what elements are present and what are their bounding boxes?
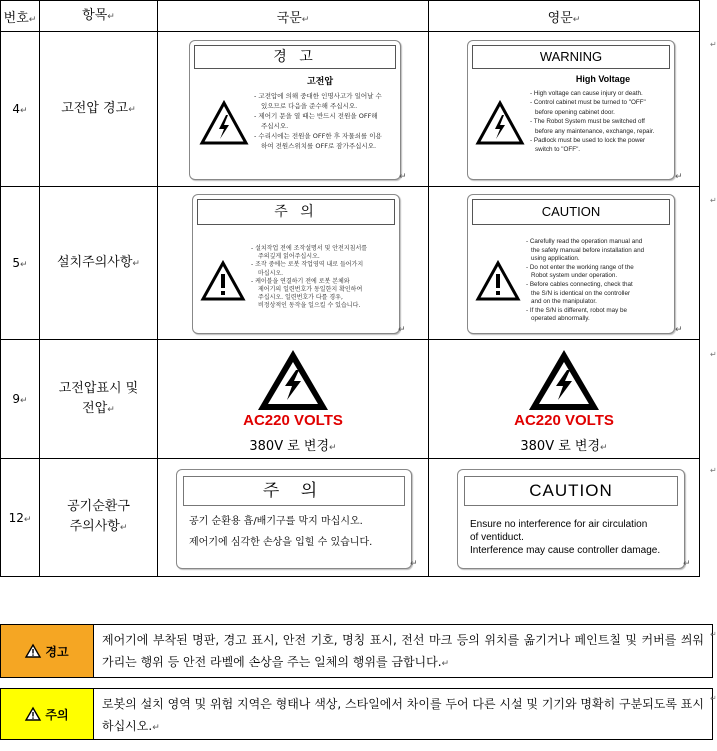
caution-label-en [457,469,685,569]
warning-text: 제어기에 부착된 명판, 경고 표시, 안전 기호, 명칭 표시, 전선 마크 등의 위치를 옮기거나 페인트칠 및 커버를 씌워 가리는 행위 등 안전 라벨에 손상을 주는 일체의 행위를 금합니다.↵ [102,633,704,669]
table-header-row [1,1,700,32]
caution-note [0,688,713,740]
warning-tag: 경고 [1,625,94,677]
table-row [1,32,700,187]
caution-label-ko [176,469,412,569]
row-item: 설치주의사항↵ [40,187,158,340]
label-body: Ensure no interference for air circulation of ventiduct. Interference may cause controller damage. [470,519,661,556]
warning-note [0,624,713,678]
caution-warning-icon [201,261,245,301]
label-voltage-en [429,340,700,459]
label-title: 경 고 [194,45,396,69]
table-row [1,340,700,459]
label-install-ko: 주 의 - 설치작업 전에 조작설명서 및 안전지침서를 주의깊게 읽어주십시오. - 조작 중에는 로봇 작업영역 내로 들어가지 마십시오. - 케이블을 연결하기 전에 로봇 본체와 제어기의 일련번호가 동일한지 확인하여 주십시오. 일련번호가 다를 경우, 비정상적인 동작을 일으킬 수 있습니다. ↵ [158,187,429,340]
label-body: - High voltage can cause injury or death. - Control cabinet must be turned to "OFF" before opening cabinet door. - The Robot System must be switched off before any maintenance, exchange, repair. - Padlock must be used to lock the power switch to "OFF". [530,90,655,154]
table-row [1,187,700,340]
voltage-value: AC220 VOLTS [243,412,343,429]
label-title: 주 의 [183,476,405,506]
high-voltage-warning-icon [200,101,248,145]
caution-label-ko [192,194,400,334]
label-title: CAUTION [464,476,678,506]
row-number: 9↵ [1,340,40,459]
header-item: 항목↵ [40,1,158,32]
label-high-voltage-ko: 경 고 고전압 - 고전압에 의해 중대한 인명사고가 일어날 수 있으므로 다음을 준수해 주십시오. - 제어기 문을 열 때는 반드시 전원을 OFF해 주십시오. - 수리시에는 전원을 OFF한 후 자물쇠를 이용 하여 전원스위치를 OFF로 잠가주십시오. ↵ [158,32,429,187]
row-number: 12↵ [1,459,40,577]
caution-tag: 주의 [1,689,94,739]
high-voltage-icon [256,348,330,412]
label-title: WARNING [472,45,670,69]
caution-text: 로봇의 설치 영역 및 위험 지역은 형태나 색상, 스타일에서 차이를 두어 다른 시설 및 기기와 명확히 구분되도록 표시하십시오.↵ [102,697,704,733]
label-body: 공기 순환용 흡/배기구를 막지 마십시오. 제어기에 심각한 손상을 입힐 수 있습니다. [189,516,373,548]
caution-triangle-icon [25,707,41,721]
label-air-ko: 주 의 공기 순환용 흡/배기구를 막지 마십시오. 제어기에 심각한 손상을 입힐 수 있습니다. ↵ [158,459,429,577]
label-body: - Carefully read the operation manual and the safety manual before installation and using application. - Do not enter the working range of the Robot system under operation. - Before cables connecting, check that the S/N is identical on the controller and on the manipulator. - If the S/N is different, robot may be operated abnormally. [526,238,645,323]
caution-warning-icon [476,261,520,301]
warning-triangle-icon [25,644,41,658]
high-voltage-icon [527,348,601,412]
warning-label-en [467,40,675,180]
label-title: 주 의 [197,199,395,225]
label-subtitle: 고전압 [306,77,334,87]
label-install-en: CAUTION - Carefully read the operation manual and the safety manual before installation and using application. - Do not enter the working range of the Robot system under operation. - Before cables connecting, check that the S/N is identical on the controller and on the manipulator. - If the S/N is different, robot may be operated abnormally. ↵ [429,187,700,340]
voltage-value: AC220 VOLTS [514,412,614,429]
header-korean: 국문↵ [158,1,429,32]
label-body: - 고전압에 의해 중대한 인명사고가 일어날 수 있으므로 다음을 준수해 주십시오. - 제어기 문을 열 때는 반드시 전원을 OFF해 주십시오. - 수리시에는 전원을 OFF한 후 자물쇠를 이용 하여 전원스위치를 OFF로 잠가주십시오. [254,92,382,150]
label-title: CAUTION [472,199,670,225]
row-item: 고전압 경고↵ [40,32,158,187]
voltage-change-note: 380V 로 변경↵ [520,439,608,454]
row-item: 공기순환구 주의사항↵ [40,459,158,577]
high-voltage-warning-icon [476,101,524,145]
row-number: 5↵ [1,187,40,340]
row-item: 고전압표시 및 전압↵ [40,340,158,459]
header-no: 번호↵ [1,1,40,32]
table-row [1,459,700,577]
label-subtitle: High Voltage [575,74,631,84]
warning-label-ko [189,40,401,180]
voltage-change-note: 380V 로 변경↵ [249,439,337,454]
label-air-en: CAUTION Ensure no interference for air circulation of ventiduct. Interference may cause controller damage. ↵ [429,459,700,577]
header-english: 영문↵ [429,1,700,32]
row-number: 4↵ [1,32,40,187]
label-voltage-ko [158,340,429,459]
caution-label-en [467,194,675,334]
label-body: - 설치작업 전에 조작설명서 및 안전지침서를 주의깊게 읽어주십시오. - 조작 중에는 로봇 작업영역 내로 들어가지 마십시오. - 케이블을 연결하기 전에 로봇 본체와 제어기의 일련번호가 동일한지 확인하여 주십시오. 일련번호가 다를 경우, 비정상적인 동작을 일으킬 수 있습니다. [251,245,368,310]
label-high-voltage-en: WARNING High Voltage - High voltage can cause injury or death. - Control cabinet must be turned to "OFF" before opening cabinet door. - The Robot System must be switched off before any maintenance, exchange, repair. - Padlock must be used to lock the power switch to "OFF". ↵ [429,32,700,187]
